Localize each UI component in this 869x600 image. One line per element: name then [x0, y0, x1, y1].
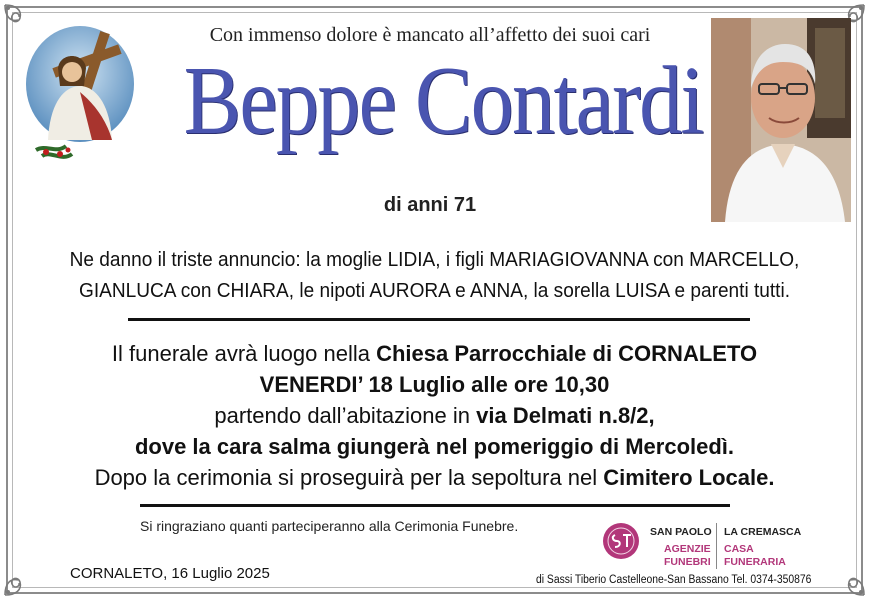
- agency-separator: [716, 523, 717, 569]
- divider: [140, 504, 730, 507]
- agency-left-name: SAN PAOLO: [650, 526, 712, 538]
- corner-ornament-icon: [2, 564, 36, 598]
- divider: [128, 318, 750, 321]
- deceased-name: Beppe Contardi: [183, 47, 703, 155]
- funeral-intro: Il funerale avrà luogo nella: [111, 341, 377, 366]
- agency-logo-icon: [603, 523, 639, 559]
- agency-left-sub: AGENZIE: [664, 543, 711, 555]
- corner-ornament-icon: [833, 564, 867, 598]
- departure-address: via Delmati n.8/2,: [476, 403, 655, 428]
- funeral-church: Chiesa Parrocchiale di CORNALETO: [376, 341, 758, 366]
- burial-intro: Dopo la cerimonia si proseguirà per la sepoltura nel: [94, 465, 604, 490]
- heading: Con immenso dolore è mancato all’affetto dei suoi cari: [209, 24, 651, 46]
- announcement: [49, 244, 820, 306]
- funeral-datetime: VENERDI’ 18 Luglio alle ore 10,30: [259, 372, 610, 397]
- funeral-details: [20, 338, 849, 493]
- age: di anni 71: [383, 194, 477, 216]
- agency-right-sub: FUNERARIA: [724, 556, 786, 568]
- agency-right-sub: CASA: [724, 543, 754, 555]
- departure-intro: partendo dall’abitazione in: [214, 403, 477, 428]
- thanks-note: Si ringraziano quanti parteciperanno alla Cerimonia Funebre.: [140, 518, 519, 534]
- agency-right-name: LA CREMASCA: [724, 526, 802, 538]
- place-date: CORNALETO, 16 Luglio 2025: [70, 565, 270, 582]
- agency-address: di Sassi Tiberio Castelleone-San Bassano Tel. 0374-350876: [536, 574, 812, 586]
- agency-left-sub: FUNEBRI: [664, 556, 711, 568]
- announcement-line: GIANLUCA con CHIARA, le nipoti AURORA e ANNA, la sorella LUISA e parenti tutti.: [78, 279, 791, 302]
- religious-image: [22, 22, 140, 172]
- burial-cemetery: Cimitero Locale.: [603, 465, 775, 490]
- announcement-line: Ne danno il triste annuncio: la moglie LIDIA, i figli MARIAGIOVANNA con MARCELLO,: [69, 248, 800, 271]
- portrait-photo: [711, 18, 851, 222]
- salma-note: dove la cara salma giungerà nel pomeriggio di Mercoledì.: [134, 434, 735, 459]
